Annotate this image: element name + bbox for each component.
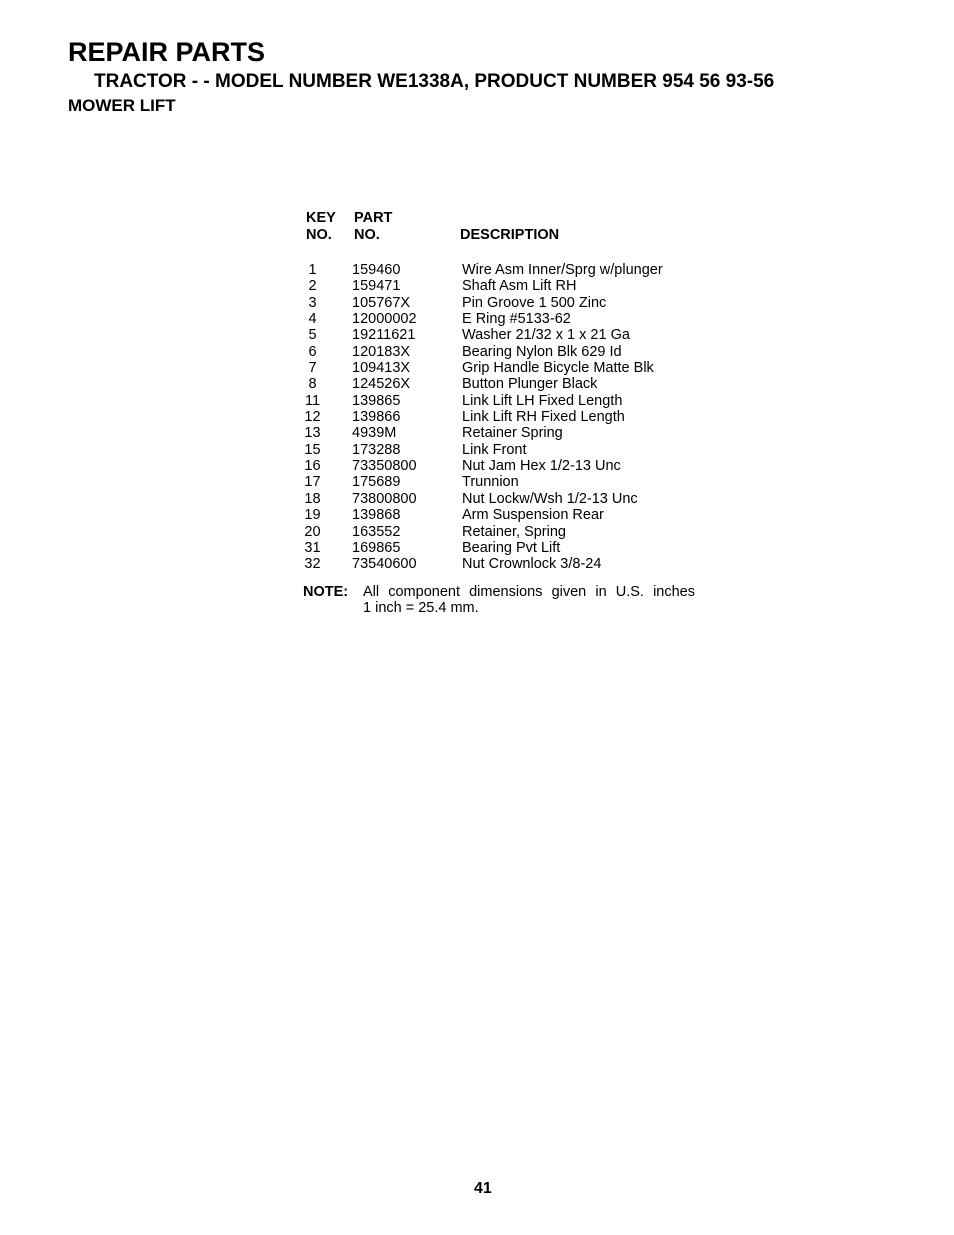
page-title: REPAIR PARTS: [68, 37, 266, 67]
part-number: 139865: [352, 392, 401, 409]
part-description: Button Plunger Black: [462, 376, 598, 393]
key-number: 7: [308, 360, 317, 377]
note-label: NOTE:: [303, 584, 349, 600]
part-number: 124526X: [352, 376, 411, 393]
key-number: 31: [304, 539, 321, 556]
part-number: 159471: [352, 278, 401, 295]
part-description: Link Front: [462, 441, 527, 458]
key-number: 4: [308, 311, 317, 328]
part-description: Pin Groove 1 500 Zinc: [462, 294, 607, 311]
part-number: 163552: [352, 523, 401, 540]
part-description: Bearing Nylon Blk 629 Id: [462, 343, 622, 360]
part-description: Link Lift LH Fixed Length: [462, 392, 623, 409]
note-text-line2: 1 inch = 25.4 mm.: [363, 599, 479, 616]
table-row: [300, 507, 720, 523]
part-description: Arm Suspension Rear: [462, 507, 604, 524]
part-number: 139868: [352, 507, 401, 524]
part-description: Washer 21/32 x 1 x 21 Ga: [462, 327, 630, 344]
part-number: 173288: [352, 441, 401, 458]
part-description: Retainer, Spring: [462, 523, 566, 540]
description-header: DESCRIPTION: [460, 227, 560, 243]
table-row: [300, 262, 720, 278]
part-description: Nut Jam Hex 1/2-13 Unc: [462, 458, 621, 475]
part-number: 19211621: [352, 327, 416, 344]
part-number: 109413X: [352, 360, 411, 377]
part-description: Nut Crownlock 3/8-24: [462, 556, 602, 573]
key-number: 3: [308, 294, 317, 311]
page-number: 41: [474, 1180, 492, 1197]
part-description: Bearing Pvt Lift: [462, 539, 561, 556]
key-header-line1: KEY: [306, 210, 336, 226]
section-title: MOWER LIFT: [68, 96, 176, 115]
table-row: [300, 524, 720, 540]
table-row: [300, 295, 720, 311]
part-number: 73350800: [352, 458, 417, 475]
key-number: 32: [304, 556, 321, 573]
table-row: [300, 393, 720, 409]
key-number: 15: [304, 441, 321, 458]
part-number: 139866: [352, 409, 401, 426]
part-description: Trunnion: [462, 474, 519, 491]
table-row: [300, 344, 720, 360]
table-row: [300, 311, 720, 327]
table-row: [300, 425, 720, 441]
key-number: 11: [304, 392, 321, 409]
page-subtitle: TRACTOR - - MODEL NUMBER WE1338A, PRODUCT NUMBER 954 56 93-56: [94, 71, 775, 92]
key-number: 1: [308, 262, 317, 278]
part-number: 4939M: [352, 425, 397, 442]
parts-list: [300, 262, 720, 573]
key-number: 19: [304, 507, 321, 524]
table-row: [300, 491, 720, 507]
key-number: 12: [304, 409, 321, 426]
table-row: [300, 376, 720, 392]
part-description: Shaft Asm Lift RH: [462, 278, 577, 295]
part-number: 73800800: [352, 490, 417, 507]
key-number: 6: [308, 343, 317, 360]
table-row: [300, 278, 720, 294]
part-description: Wire Asm Inner/Sprg w/plunger: [462, 262, 663, 278]
part-description: Grip Handle Bicycle Matte Blk: [462, 360, 654, 377]
note-text-line1: All component dimensions given in U.S. inches: [363, 584, 695, 600]
key-number: 17: [304, 474, 321, 491]
key-number: 18: [304, 490, 321, 507]
table-row: [300, 360, 720, 376]
table-row: [300, 409, 720, 425]
part-number: 12000002: [352, 311, 417, 328]
key-number: 16: [304, 458, 321, 475]
key-header-line2: NO.: [306, 227, 332, 243]
part-description: Retainer Spring: [462, 425, 563, 442]
key-number: 20: [304, 523, 321, 540]
part-number: 169865: [352, 539, 401, 556]
table-row: [300, 474, 720, 490]
part-header-line1: PART: [354, 210, 393, 226]
table-row: [300, 458, 720, 474]
part-number: 73540600: [352, 556, 417, 573]
table-row: [300, 442, 720, 458]
table-row: [300, 556, 720, 572]
key-number: 2: [308, 278, 317, 295]
part-header-line2: NO.: [354, 227, 380, 243]
key-number: 13: [304, 425, 321, 442]
part-number: 105767X: [352, 294, 411, 311]
part-description: Nut Lockw/Wsh 1/2-13 Unc: [462, 490, 638, 507]
part-description: E Ring #5133-62: [462, 311, 571, 328]
key-number: 8: [308, 376, 317, 393]
table-row: [300, 540, 720, 556]
table-row: [300, 327, 720, 343]
part-number: 120183X: [352, 343, 411, 360]
part-number: 175689: [352, 474, 401, 491]
part-number: 159460: [352, 262, 401, 278]
part-description: Link Lift RH Fixed Length: [462, 409, 625, 426]
key-number: 5: [308, 327, 317, 344]
